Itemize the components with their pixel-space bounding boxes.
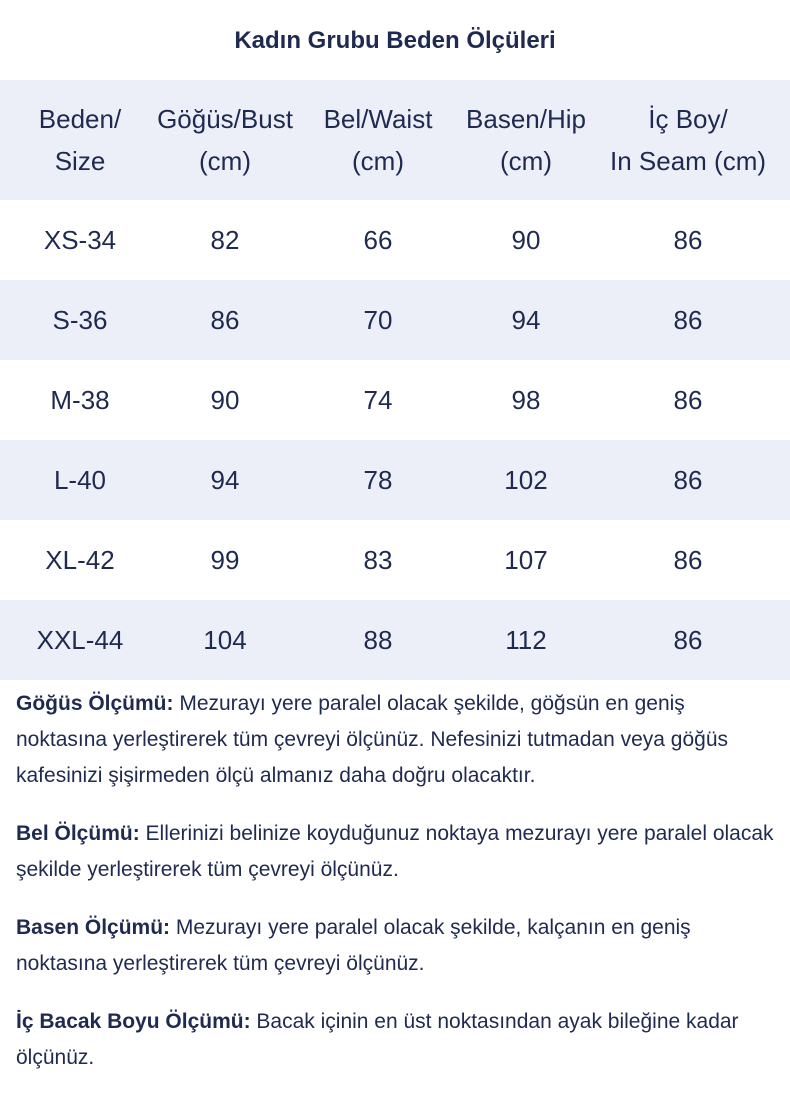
note-text: Mezurayı yere paralel olacak şekilde, göğsün en geniş noktasına yerleştirerek tüm çevreyi ölçünüz. Nefesinizi tutmadan veya göğüs kafesinizi şişirmeden ölçü almanız daha doğru olacaktır.	[16, 692, 729, 787]
cell-size: XS-34	[43, 225, 117, 255]
cell-bust: 86	[210, 305, 240, 335]
cell-inseam: 86	[673, 305, 703, 335]
header-size	[0, 98, 160, 182]
table-row	[0, 360, 790, 440]
note-label: Bel Ölçümü:	[16, 822, 140, 845]
note-inseam	[16, 1004, 776, 1076]
cell-bust: 94	[210, 465, 240, 495]
header-inseam	[586, 98, 790, 182]
cell-hip: 98	[511, 385, 541, 415]
note-text: Bacak içinin en üst noktasından ayak bileğine kadar ölçünüz.	[16, 1010, 739, 1069]
header-waist	[290, 98, 466, 182]
note-label: Basen Ölçümü:	[16, 916, 171, 939]
header-hip	[466, 98, 586, 182]
cell-hip: 112	[505, 625, 547, 655]
cell-size: XL-42	[45, 545, 115, 575]
cell-waist: 88	[363, 625, 393, 655]
cell-inseam: 86	[673, 625, 703, 655]
header-line: Basen/Hip	[466, 104, 586, 134]
table-row	[0, 440, 790, 520]
cell-bust: 82	[210, 225, 240, 255]
table-row	[0, 280, 790, 360]
note-bust	[16, 686, 776, 794]
header-line: Bel/Waist	[323, 104, 433, 134]
table-row	[0, 520, 790, 600]
cell-inseam: 86	[673, 465, 703, 495]
cell-size: XXL-44	[36, 625, 124, 655]
cell-bust: 99	[210, 545, 240, 575]
header-line: In Seam (cm)	[609, 146, 767, 176]
cell-waist: 74	[363, 385, 393, 415]
cell-inseam: 86	[673, 385, 703, 415]
header-line: Size	[54, 146, 106, 176]
note-text: Ellerinizi belinize koyduğunuz noktaya mezurayı yere paralel olacak şekilde yerleştirerek tüm çevreyi ölçünüz.	[16, 822, 774, 881]
note-text: Mezurayı yere paralel olacak şekilde, kalçanın en geniş noktasına yerleştirerek tüm çevreyi ölçünüz.	[16, 916, 691, 975]
cell-hip: 94	[511, 305, 541, 335]
cell-hip: 90	[511, 225, 541, 255]
header-line: (cm)	[199, 146, 251, 176]
cell-inseam: 86	[673, 545, 703, 575]
cell-waist: 78	[363, 465, 393, 495]
measurement-notes	[16, 686, 776, 1098]
table-header-row	[0, 80, 790, 200]
cell-waist: 70	[363, 305, 393, 335]
note-label: Göğüs Ölçümü:	[16, 692, 174, 715]
cell-bust: 104	[203, 625, 247, 655]
header-line: Beden/	[38, 104, 122, 134]
table-row	[0, 200, 790, 280]
size-table	[0, 80, 790, 680]
header-bust	[157, 98, 293, 182]
cell-hip: 107	[504, 545, 548, 575]
table-row	[0, 600, 790, 680]
cell-bust: 90	[210, 385, 240, 415]
note-waist	[16, 816, 776, 888]
cell-size: S-36	[52, 305, 108, 335]
header-line: İç Boy/	[648, 104, 728, 134]
cell-size: L-40	[53, 465, 107, 495]
note-hip	[16, 910, 776, 982]
cell-hip: 102	[504, 465, 548, 495]
cell-waist: 83	[363, 545, 393, 575]
header-line: (cm)	[352, 146, 404, 176]
cell-inseam: 86	[673, 225, 703, 255]
cell-waist: 66	[363, 225, 393, 255]
page-title: Kadın Grubu Beden Ölçüleri	[234, 27, 556, 54]
header-line: Göğüs/Bust	[157, 104, 293, 134]
header-line: (cm)	[500, 146, 552, 176]
cell-size: M-38	[50, 385, 110, 415]
note-label: İç Bacak Boyu Ölçümü:	[16, 1010, 251, 1033]
